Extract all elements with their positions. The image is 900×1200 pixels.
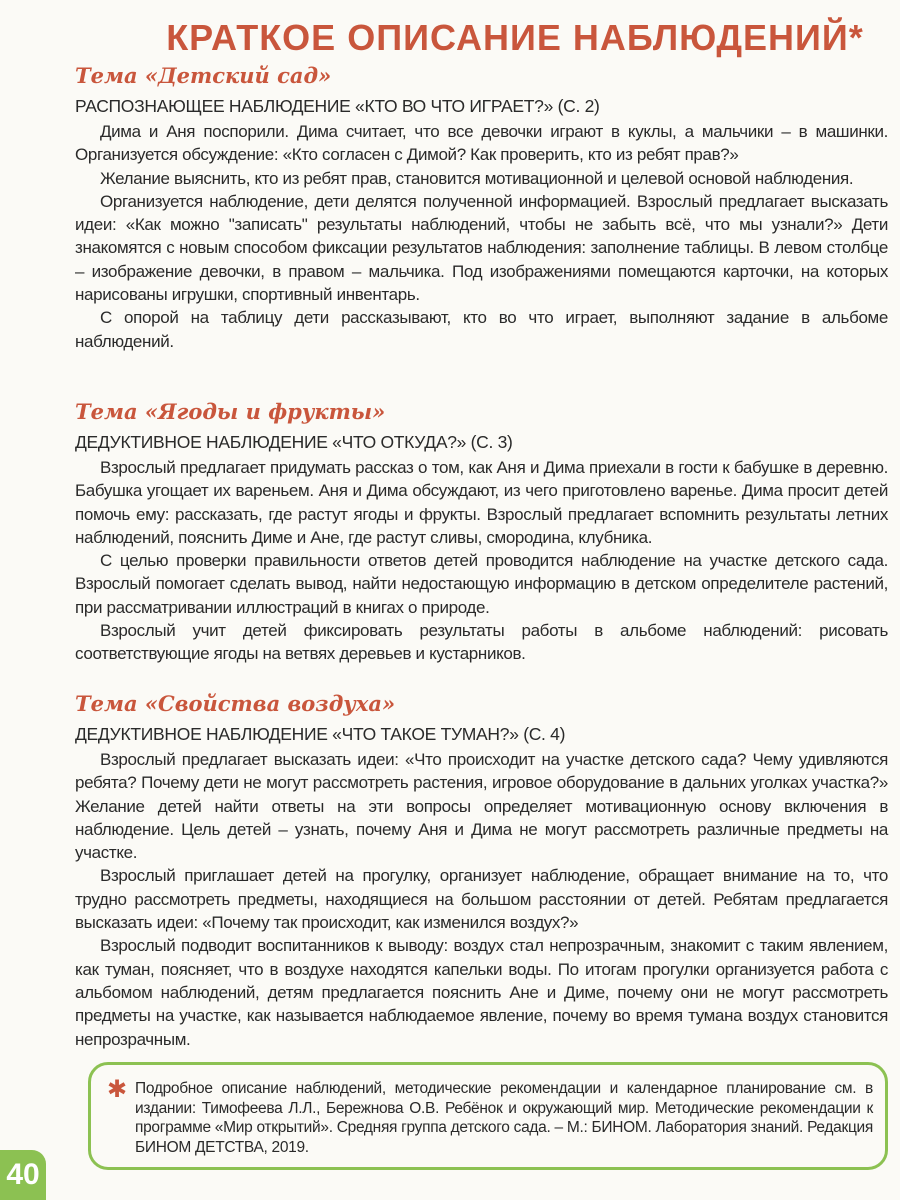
section-berries — [75, 398, 888, 666]
paragraph: Взрослый учит детей фиксировать результаты работы в альбоме наблюдений: рисовать соответствующие ягоды на ветвях деревьев и кустарников. — [75, 621, 888, 664]
footnote-box — [88, 1062, 888, 1170]
paragraph: С опорой на таблицу дети рассказывают, кто во что играет, выполняют задание в альбоме наблюдений. — [75, 308, 888, 351]
paragraph: Желание выяснить, кто из ребят прав, становится мотивационной и целевой основой наблюдения. — [100, 168, 854, 188]
paragraph: Взрослый предлагает придумать рассказ о том, как Аня и Дима приехали в гости к бабушке в деревню. Бабушка угощает их вареньем. Аня и Дима обсуждают, из чего приготовлено варенье. Дима просит детей помочь ему: рассказать, где растут ягоды и фрукты. Взрослый предлагает вспомнить результаты летних наблюдений, пояснить Диме и Ане, где растут сливы, смородина, клубника. — [75, 458, 888, 547]
page-title: КРАТКОЕ ОПИСАНИЕ НАБЛЮДЕНИЙ* — [166, 17, 864, 58]
paragraph: С целью проверки правильности ответов детей проводится наблюдение на участке детского сада. Взрослый помогает сделать вывод, найти недостающую информацию в детском определителе растений, при рассматривании иллюстраций в книгах о природе. — [75, 551, 888, 617]
topic-heading: Тема «Ягоды и фрукты» — [75, 399, 386, 424]
topic-heading: Тема «Детский сад» — [75, 63, 332, 88]
page-number: 40 — [0, 1150, 46, 1200]
paragraph: Организуется наблюдение, дети делятся полученной информацией. Взрослый предлагает высказать идеи: «Как можно "записать" результаты наблюдений, чтобы не забыть всё, что мы узнали?» Дети знакомятся с новым способом фиксации результатов наблюдения: заполнение таблицы. В левом столбце – изображение девочки, в правом – мальчика. Под изображениями помещаются карточки, на которых нарисованы игрушки, спортивный инвентарь. — [75, 191, 888, 305]
observation-subtitle: ДЕДУКТИВНОЕ НАБЛЮДЕНИЕ «ЧТО ТАКОЕ ТУМАН?» (С. 4) — [75, 724, 566, 744]
paragraph: Дима и Аня поспорили. Дима считает, что все девочки играют в куклы, а мальчики – в машинки. Организуется обсуждение: «Кто согласен с Димой? Как проверить, кто из ребят прав?» — [75, 122, 888, 165]
section-kindergarten — [75, 62, 888, 353]
observation-subtitle: ДЕДУКТИВНОЕ НАБЛЮДЕНИЕ «ЧТО ОТКУДА?» (С. 3) — [75, 432, 513, 452]
paragraph: Взрослый предлагает высказать идеи: «Что происходит на участке детского сада? Чему удивляются ребята? Почему дети не могут рассмотреть растения, игровое оборудование в дальних уголках участка?» Желание детей найти ответы на эти вопросы определяет мотивационную основу включения в наблюдение. Цель детей – узнать, почему Аня и Дима не могут рассмотреть различные предметы на участке. — [75, 750, 888, 863]
section-air — [75, 690, 888, 1051]
topic-heading: Тема «Свойства воздуха» — [75, 691, 396, 716]
paragraph: Взрослый подводит воспитанников к выводу: воздух стал непрозрачным, знакомит с таким явлением, как туман, поясняет, что в воздухе находятся капельки воды. По итогам прогулки организуется работа с альбомом наблюдений, детям предлагается пояснить Ане и Диме, почему они не могут рассмотреть предметы на участке, как называется наблюдаемое явление, почему во время тумана воздух становится непрозрачным. — [75, 936, 888, 1049]
observation-subtitle: РАСПОЗНАЮЩЕЕ НАБЛЮДЕНИЕ «КТО ВО ЧТО ИГРАЕТ?» (С. 2) — [75, 96, 600, 116]
paragraph: Взрослый приглашает детей на прогулку, организует наблюдение, обращает внимание на то, что трудно рассмотреть предметы, находящиеся на большом расстоянии от детей. Ребятам предлагается высказать идеи: «Почему так происходит, как изменился воздух?» — [75, 866, 888, 933]
footnote-text: Подробное описание наблюдений, методические рекомендации и календарное планирование см. в издании: Тимофеева Л.Л., Бережнова О.В. Ребёнок и окружающий мир. Методические рекомендации к программе «Мир открытий». Средняя группа детского сада. – М.: БИНОМ. Лаборатория знаний. Редакция БИНОМ ДЕТСТВА, 2019. — [135, 1080, 873, 1156]
asterisk-flower-icon: ✱ — [107, 1076, 128, 1103]
